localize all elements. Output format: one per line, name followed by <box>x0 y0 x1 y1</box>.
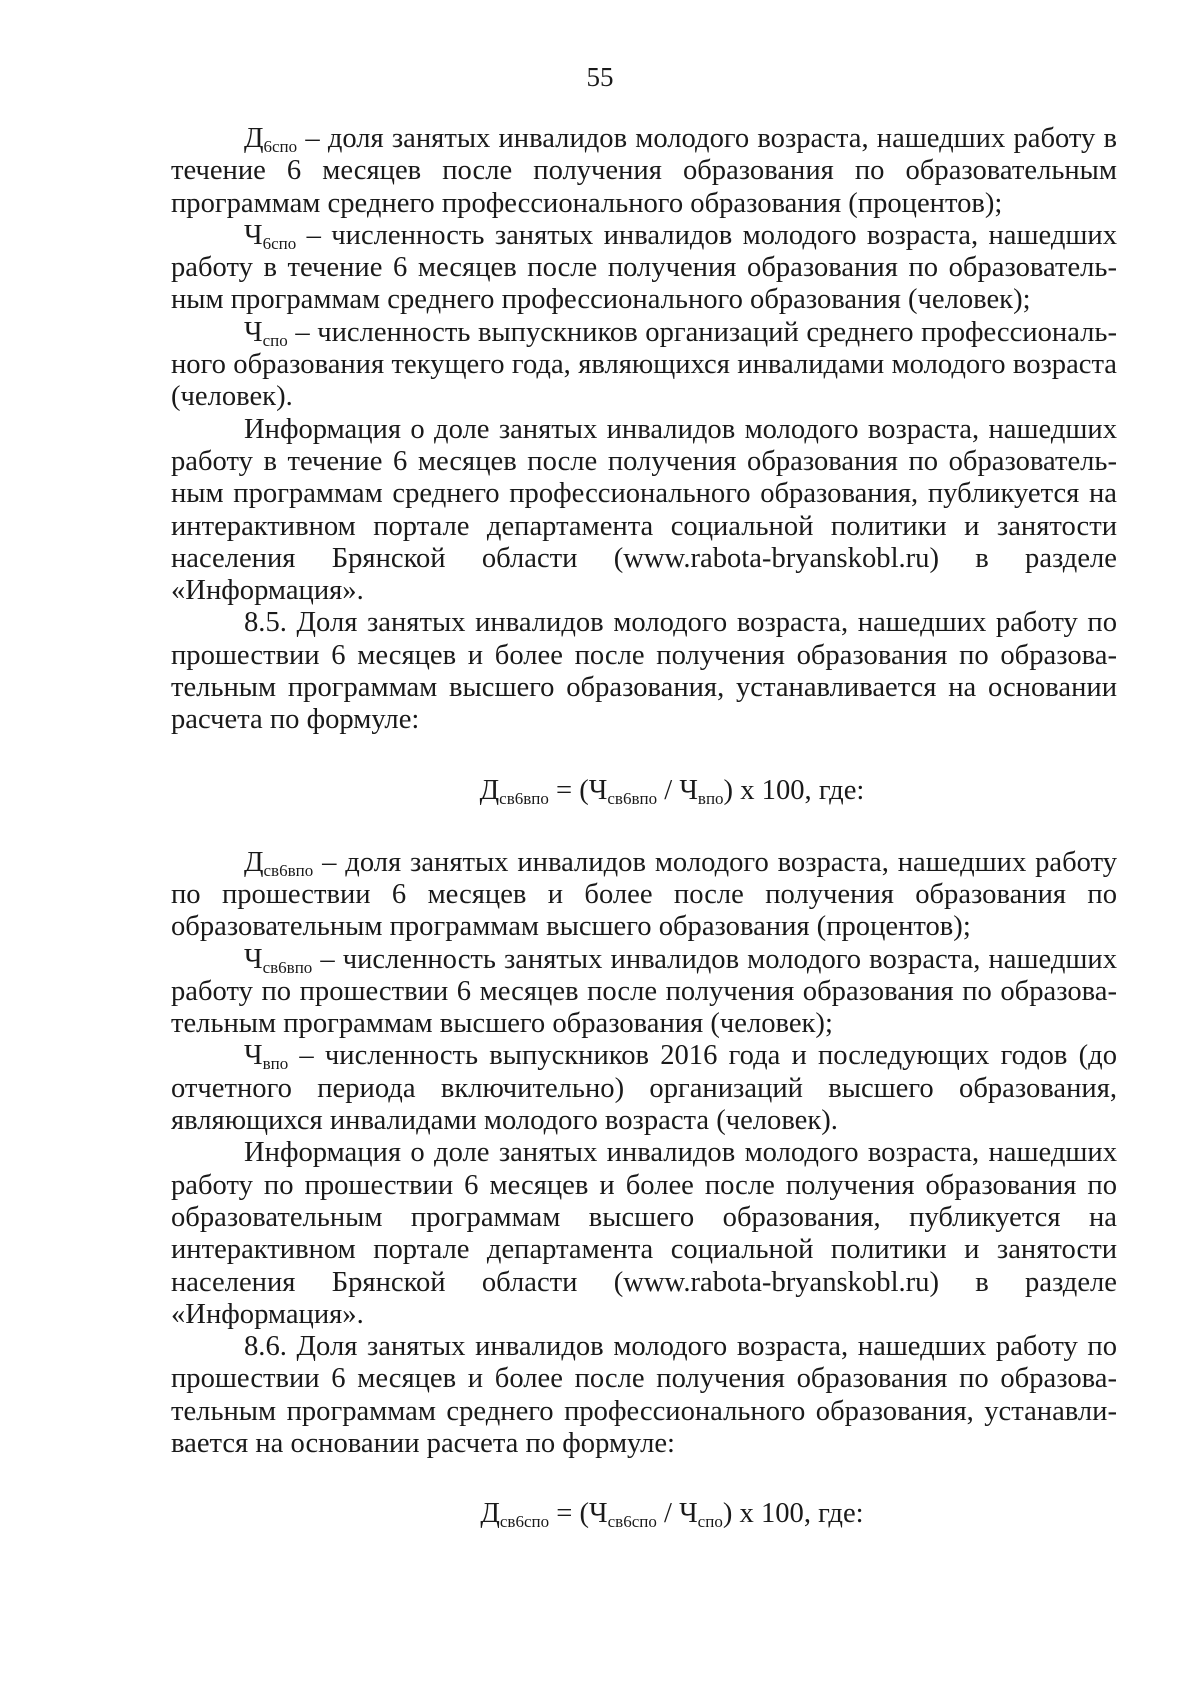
formula-lhs: Д <box>480 1498 500 1530</box>
definition-text: – доля занятых инвалидов молодого возраста, нашедших работу по прошествии 6 месяцев и более после получения образования по образовательным программам высшего образования (процентов); <box>171 846 1117 943</box>
info-paragraph-2: Информация о доле занятых инвалидов молодого возраста, нашедших работу по прошествии 6 месяцев и более после получения образования по образовательным программам высшего образования, публикуется на интерактивном портале департамента социальной политики и занятости населения Брянской области (www.rabota-bryanskobl.ru) в разделе «Информация». <box>171 1137 1117 1330</box>
page-number: 55 <box>586 62 614 92</box>
definition-chspo <box>171 317 1117 414</box>
formula-numerator-symbol: = (Ч <box>548 774 608 806</box>
definition-symbol: Ч <box>244 1040 263 1072</box>
formula-tail: ) х 100, где: <box>722 1498 864 1530</box>
formula-lhs-subscript: св6спо <box>499 1512 550 1532</box>
formula-denominator-subscript: спо <box>697 1512 723 1532</box>
definition-symbol: Ч <box>244 219 263 251</box>
formula-numerator-symbol: = (Ч <box>549 1498 608 1530</box>
formula-denominator-symbol: / Ч <box>657 774 698 806</box>
definition-symbol: Д <box>244 846 264 878</box>
definition-ch6spo <box>171 220 1117 317</box>
formula-tail: ) х 100, где: <box>723 774 865 806</box>
formula-dsv6spo <box>171 1498 1117 1530</box>
definition-subscript: спо <box>262 330 288 350</box>
definition-symbol: Ч <box>244 316 263 348</box>
formula-denominator-subscript: впо <box>697 788 724 808</box>
definition-chsv6vpo <box>171 944 1117 1041</box>
formula-denominator-symbol: / Ч <box>656 1498 698 1530</box>
formula-numerator-subscript: св6впо <box>607 788 658 808</box>
definition-text: – численность выпускников организаций среднего профессионального образования текущего года, являющихся инвалидами молодого возраста (человек). <box>171 316 1117 413</box>
definition-symbol: Ч <box>244 943 263 975</box>
formula-lhs: Д <box>479 774 500 806</box>
info-paragraph-1: Информация о доле занятых инвалидов молодого возраста, нашедших работу в течение 6 месяцев после получения образования по образовательным программам среднего профессионального образования, публикуется на интерактивном портале департамента социальной политики и занятости населения Брянской области (www.rabota-bryanskobl.ru) в разделе «Информация». <box>171 413 1117 607</box>
document-body <box>171 123 1117 1530</box>
definition-text: – численность занятых инвалидов молодого возраста, нашедших работу по прошествии 6 месяцев после получения образования по образовательным программам высшего образования (человек); <box>171 943 1117 1040</box>
definition-chvpo <box>171 1040 1117 1137</box>
definition-symbol: Д <box>244 123 264 154</box>
section-8-5: 8.5. Доля занятых инвалидов молодого возраста, нашедших работу по прошествии 6 месяцев и более после получения образования по образовательным программам высшего образования, устанавливается на основании расчета по формуле: <box>171 607 1117 736</box>
definition-subscript: св6впо <box>262 957 313 977</box>
definition-text: – численность выпускников 2016 года и последующих годов (до отчетного периода включительно) организаций высшего образования, являющихся инвалидами молодого возраста (человек). <box>171 1040 1117 1137</box>
section-8-6: 8.6. Доля занятых инвалидов молодого возраста, нашедших работу по прошествии 6 месяцев и более после получения образования по образовательным программам среднего профессионального образования, устанавливается на основании расчета по формуле: <box>171 1331 1117 1459</box>
definition-subscript: св6впо <box>263 860 314 880</box>
definition-d6spo <box>171 123 1117 220</box>
formula-numerator-subscript: св6спо <box>607 1512 657 1532</box>
definition-subscript: 6спо <box>263 137 298 156</box>
definition-subscript: впо <box>262 1054 289 1074</box>
formula-dsv6vpo <box>171 775 1117 807</box>
formula-lhs-subscript: св6впо <box>499 788 549 808</box>
definition-text: – численность занятых инвалидов молодого возраста, нашедших работу в течение 6 месяцев после получения образования по образовательным программам среднего профессионального образования (человек); <box>171 219 1117 316</box>
definition-subscript: 6спо <box>262 233 297 253</box>
definition-text: – доля занятых инвалидов молодого возраста, нашедших работу в течение 6 месяцев после получения образования по образовательным программам среднего профессионального образования (процентов); <box>171 123 1117 219</box>
definition-dsv6vpo <box>171 847 1117 944</box>
